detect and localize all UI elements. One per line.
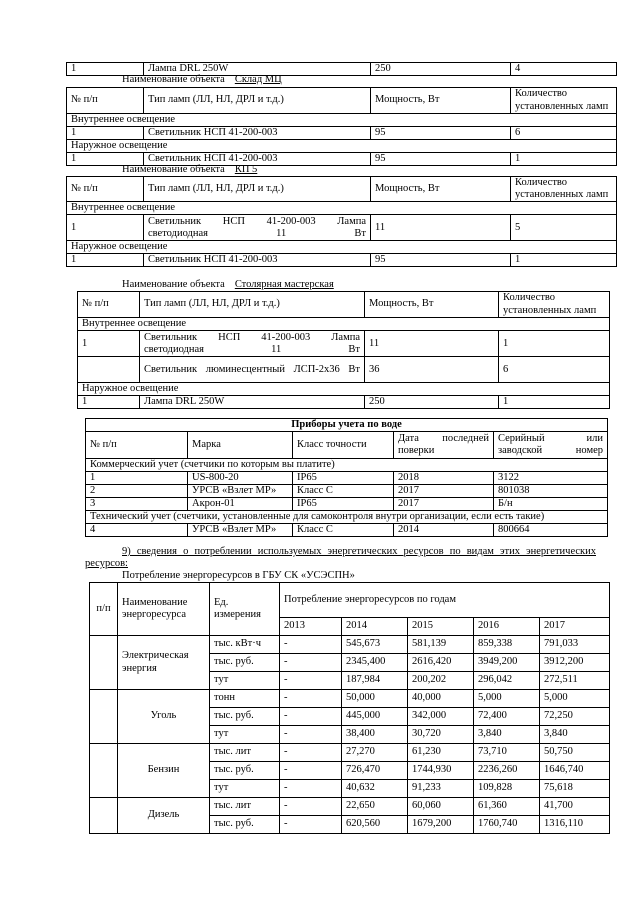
- cell-value: 296,042: [474, 672, 540, 690]
- cell-value: -: [280, 798, 342, 816]
- cell-num: 1: [67, 215, 144, 241]
- section-commercial: Коммерческий учет (счетчики по которым вы платите): [86, 459, 608, 472]
- cell-brand: УРСВ «Взлет МР»: [188, 485, 293, 498]
- cell-class: IP65: [293, 498, 394, 511]
- cell-value: -: [280, 672, 342, 690]
- cell-value: -: [280, 780, 342, 798]
- object-name: Склад МЦ: [234, 74, 282, 85]
- cell-value: 5,000: [540, 690, 610, 708]
- cell-value: 40,632: [342, 780, 408, 798]
- table-row: [90, 690, 610, 708]
- cell-num: [90, 798, 118, 834]
- cell-class: Класс С: [293, 524, 394, 537]
- cell-value: 72,250: [540, 708, 610, 726]
- cell-date: 2017: [394, 498, 494, 511]
- cell-qty: 1: [511, 153, 617, 166]
- cell-num: 1: [78, 396, 140, 409]
- header-serial: Серийный или заводской номер: [494, 432, 608, 459]
- cell-value: 38,400: [342, 726, 408, 744]
- table-header-row: [78, 292, 610, 318]
- header-unit: Ед. измерения: [210, 583, 280, 636]
- cell-value: 1316,110: [540, 816, 610, 834]
- cell-value: 3,840: [474, 726, 540, 744]
- header-class: Класс точности: [293, 432, 394, 459]
- section9-subtitle: Потребление энергоресурсов в ГБУ СК «УСЭСПН»: [122, 570, 355, 581]
- cell-value: 1760,740: [474, 816, 540, 834]
- cell-value: 5,000: [474, 690, 540, 708]
- header-power: Мощность, Вт: [371, 177, 511, 202]
- cell-serial: 801038: [494, 485, 608, 498]
- cell-unit: тыс. лит: [210, 798, 280, 816]
- object-caption-sklad: [122, 74, 282, 86]
- table-header-row: [86, 432, 608, 459]
- cell-value: 30,720: [408, 726, 474, 744]
- cell-value: -: [280, 744, 342, 762]
- table-header-row: [67, 88, 617, 114]
- cell-value: 272,511: [540, 672, 610, 690]
- cell-num: [90, 636, 118, 690]
- cell-value: 859,338: [474, 636, 540, 654]
- cell-unit: тут: [210, 672, 280, 690]
- cell-num: 1: [67, 63, 144, 76]
- table-row: [90, 798, 610, 816]
- cell-value: 61,230: [408, 744, 474, 762]
- cell-value: 72,400: [474, 708, 540, 726]
- header-year: 2017: [540, 618, 610, 636]
- cell-value: 60,060: [408, 798, 474, 816]
- cell-type: Светильник НСП 41-200-003: [144, 254, 371, 267]
- cell-resource-name: Уголь: [118, 690, 210, 744]
- cell-qty: 1: [499, 396, 610, 409]
- cell-value: 61,360: [474, 798, 540, 816]
- header-year: 2013: [280, 618, 342, 636]
- cell-num: 1: [86, 472, 188, 485]
- cell-class: IP65: [293, 472, 394, 485]
- cell-type: Лампа DRL 250W: [140, 396, 365, 409]
- cell-value: 22,650: [342, 798, 408, 816]
- cell-value: -: [280, 654, 342, 672]
- cell-value: -: [280, 690, 342, 708]
- object-name: КП 5: [234, 164, 258, 175]
- cell-brand: УРСВ «Взлет МР»: [188, 524, 293, 537]
- cell-value: 2616,420: [408, 654, 474, 672]
- cell-num: 4: [86, 524, 188, 537]
- section-outer: Наружное освещение: [67, 241, 617, 254]
- cell-serial: 800664: [494, 524, 608, 537]
- cell-power: 95: [371, 127, 511, 140]
- object-caption-stol: [122, 279, 334, 291]
- cell-type: Светильник НСП 41-200-003: [144, 127, 371, 140]
- cell-unit: тыс. кВт·ч: [210, 636, 280, 654]
- cell-serial: 3122: [494, 472, 608, 485]
- header-num: п/п: [90, 583, 118, 636]
- object-caption-kp5: [122, 164, 257, 176]
- cell-unit: тыс. руб.: [210, 708, 280, 726]
- cell-date: 2018: [394, 472, 494, 485]
- cell-value: -: [280, 708, 342, 726]
- cell-value: 27,270: [342, 744, 408, 762]
- table-header-row: [90, 583, 610, 618]
- water-meters-table: [85, 418, 608, 537]
- cell-brand: US-800-20: [188, 472, 293, 485]
- table-row: [78, 357, 610, 383]
- cell-brand: Акрон-01: [188, 498, 293, 511]
- header-type: Тип ламп (ЛЛ, НЛ, ДРЛ и т.д.): [144, 88, 371, 114]
- cell-value: 73,710: [474, 744, 540, 762]
- cell-qty: 6: [511, 127, 617, 140]
- cell-unit: тыс. лит: [210, 744, 280, 762]
- cell-power: 250: [371, 63, 511, 76]
- table-row: [90, 636, 610, 654]
- cell-value: 2236,260: [474, 762, 540, 780]
- cell-value: 3949,200: [474, 654, 540, 672]
- section-inner: Внутреннее освещение: [67, 114, 617, 127]
- cell-value: 50,000: [342, 690, 408, 708]
- cell-class: Класс С: [293, 485, 394, 498]
- cell-value: 50,750: [540, 744, 610, 762]
- cell-power: 36: [365, 357, 499, 383]
- cell-power: 250: [365, 396, 499, 409]
- cell-resource-name: Бензин: [118, 744, 210, 798]
- table-header-row: [67, 177, 617, 202]
- cell-value: -: [280, 636, 342, 654]
- cell-power: 95: [371, 153, 511, 166]
- cell-qty: 6: [499, 357, 610, 383]
- cell-value: 75,618: [540, 780, 610, 798]
- header-year: 2015: [408, 618, 474, 636]
- cell-value: 200,202: [408, 672, 474, 690]
- cell-unit: тут: [210, 726, 280, 744]
- cell-type: Светильник люминесцентный ЛСП-2х36 Вт: [140, 357, 365, 383]
- cell-value: 445,000: [342, 708, 408, 726]
- header-brand: Марка: [188, 432, 293, 459]
- cell-value: 545,673: [342, 636, 408, 654]
- consumption-table: [89, 582, 610, 834]
- section9-heading-line2: ресурсов:: [85, 558, 128, 569]
- header-power: Мощность, Вт: [371, 88, 511, 114]
- table-row: [78, 396, 610, 409]
- cell-value: 791,033: [540, 636, 610, 654]
- section9-heading-line1: 9) сведения о потреблении используемых энергетических ресурсов по видам этих энергетических: [122, 546, 596, 557]
- cell-value: 3,840: [540, 726, 610, 744]
- header-year: 2016: [474, 618, 540, 636]
- cell-num: 2: [86, 485, 188, 498]
- cell-resource-name: Электрическая энергия: [118, 636, 210, 690]
- header-num: № п/п: [86, 432, 188, 459]
- cell-num: 1: [67, 153, 144, 166]
- cell-qty: 1: [511, 254, 617, 267]
- cell-unit: тонн: [210, 690, 280, 708]
- cell-num: [90, 690, 118, 744]
- cell-value: 187,984: [342, 672, 408, 690]
- cell-value: 726,470: [342, 762, 408, 780]
- cell-power: 11: [371, 215, 511, 241]
- cell-power: 95: [371, 254, 511, 267]
- cell-serial: Б/н: [494, 498, 608, 511]
- table-row: [86, 485, 608, 498]
- water-title: Приборы учета по воде: [86, 419, 608, 432]
- cell-value: 342,000: [408, 708, 474, 726]
- cell-type: Светильник НСП 41-200-003 Лампа светодиодная 11 Вт: [144, 215, 371, 241]
- cell-unit: тыс. руб.: [210, 654, 280, 672]
- cell-type: Лампа DRL 250W: [144, 63, 371, 76]
- header-qty: Количество установленных ламп: [511, 88, 617, 114]
- section-inner: Внутреннее освещение: [67, 202, 617, 215]
- table-row: [86, 524, 608, 537]
- header-qty: Количество установленных ламп: [511, 177, 617, 202]
- cell-unit: тыс. руб.: [210, 816, 280, 834]
- header-type: Тип ламп (ЛЛ, НЛ, ДРЛ и т.д.): [144, 177, 371, 202]
- object-label: Наименование объекта: [122, 164, 225, 175]
- cell-unit: тыс. руб.: [210, 762, 280, 780]
- cell-value: 40,000: [408, 690, 474, 708]
- cell-value: 91,233: [408, 780, 474, 798]
- cell-value: 3912,200: [540, 654, 610, 672]
- lamp-table-sklad: [66, 87, 617, 166]
- cell-value: 1679,200: [408, 816, 474, 834]
- cell-power: 11: [365, 331, 499, 357]
- table-row: [67, 215, 617, 241]
- table-row: [86, 498, 608, 511]
- object-label: Наименование объекта: [122, 279, 225, 290]
- table-row: [90, 744, 610, 762]
- cell-value: -: [280, 816, 342, 834]
- table-row: [67, 254, 617, 267]
- header-date: Дата последней поверки: [394, 432, 494, 459]
- object-label: Наименование объекта: [122, 74, 225, 85]
- cell-value: 1744,930: [408, 762, 474, 780]
- section-technical: Технический учет (счетчики, установленные для самоконтроля внутри организации, если есть такие): [86, 511, 608, 524]
- object-name: Столярная мастерская: [234, 279, 334, 290]
- cell-num: 1: [78, 331, 140, 357]
- cell-date: 2014: [394, 524, 494, 537]
- table-row: [86, 472, 608, 485]
- cell-value: 620,560: [342, 816, 408, 834]
- header-num: № п/п: [67, 88, 144, 114]
- cell-value: 581,139: [408, 636, 474, 654]
- cell-num: 3: [86, 498, 188, 511]
- table-row: [78, 331, 610, 357]
- header-qty: Количество установленных ламп: [499, 292, 610, 318]
- cell-num: [90, 744, 118, 798]
- header-year: 2014: [342, 618, 408, 636]
- lamp-table-stol: [77, 291, 610, 409]
- cell-unit: тут: [210, 780, 280, 798]
- cell-num: 1: [67, 254, 144, 267]
- lamp-table-kp5: [66, 176, 617, 267]
- section-outer: Наружное освещение: [67, 140, 617, 153]
- table-row: [67, 127, 617, 140]
- cell-qty: 4: [511, 63, 617, 76]
- section-outer: Наружное освещение: [78, 383, 610, 396]
- cell-qty: 5: [511, 215, 617, 241]
- header-power: Мощность, Вт: [365, 292, 499, 318]
- cell-type: Светильник НСП 41-200-003 Лампа светодиодная 11 Вт: [140, 331, 365, 357]
- cell-value: -: [280, 762, 342, 780]
- header-num: № п/п: [78, 292, 140, 318]
- header-group: Потребление энергоресурсов по годам: [280, 583, 610, 618]
- cell-value: 1646,740: [540, 762, 610, 780]
- header-num: № п/п: [67, 177, 144, 202]
- cell-num: [78, 357, 140, 383]
- cell-value: 2345,400: [342, 654, 408, 672]
- cell-date: 2017: [394, 485, 494, 498]
- cell-value: -: [280, 726, 342, 744]
- header-type: Тип ламп (ЛЛ, НЛ, ДРЛ и т.д.): [140, 292, 365, 318]
- cell-value: 109,828: [474, 780, 540, 798]
- cell-qty: 1: [499, 331, 610, 357]
- header-name: Наименование энергоресурса: [118, 583, 210, 636]
- cell-value: 41,700: [540, 798, 610, 816]
- cell-num: 1: [67, 127, 144, 140]
- cell-resource-name: Дизель: [118, 798, 210, 834]
- cell-type: Светильник НСП 41-200-003: [144, 153, 371, 166]
- section-inner: Внутреннее освещение: [78, 318, 610, 331]
